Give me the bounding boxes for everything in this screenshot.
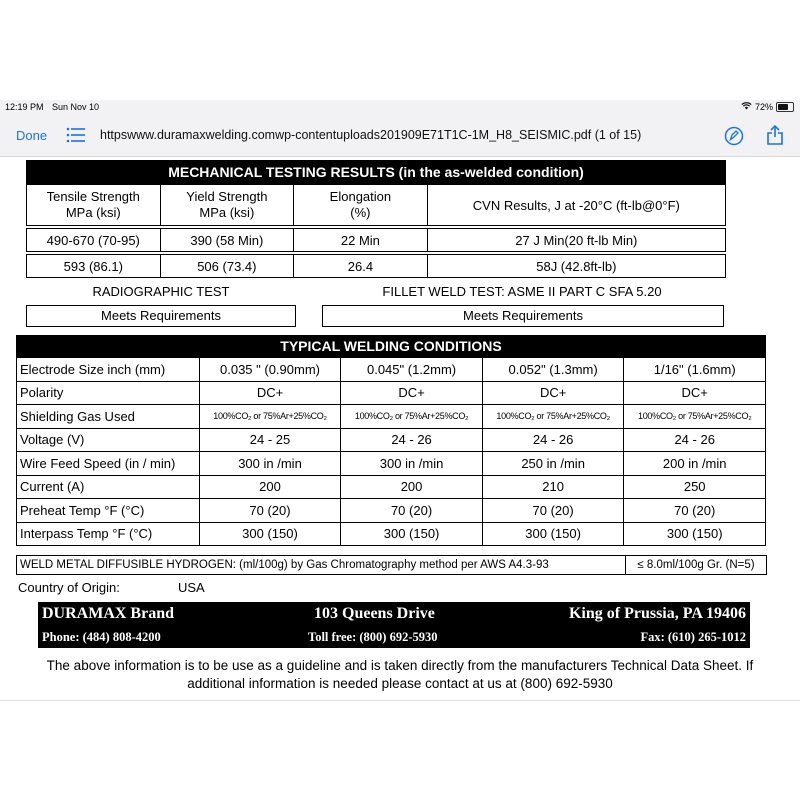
table-row — [17, 358, 766, 382]
table-row — [17, 381, 766, 405]
fax-number: Fax: (610) 265-1012 — [640, 630, 746, 644]
table-cell: 200 — [199, 475, 341, 499]
table-cell: 24 - 26 — [482, 428, 624, 452]
welding-table — [16, 357, 766, 546]
battery-percent: 72% — [754, 102, 773, 112]
table-row — [17, 452, 766, 476]
phone-number: Phone: (484) 808-4200 — [42, 630, 161, 644]
table-cell: 0.045" (1.2mm) — [341, 358, 483, 382]
table-cell: 210 — [482, 475, 624, 499]
table-cell: 300 in /min — [199, 452, 341, 476]
table-cell: 300 in /min — [341, 452, 483, 476]
table-row — [17, 499, 766, 523]
header-tensile: Tensile Strength MPa (ksi) — [27, 185, 161, 226]
header-elongation: Elongation (%) — [294, 185, 428, 226]
table-cell: 300 (150) — [199, 522, 341, 546]
row-label: Polarity — [17, 381, 200, 405]
table-cell: DC+ — [199, 381, 341, 405]
table-row — [17, 405, 766, 429]
table-cell: 100%CO₂ or 75%Ar+25%CO₂ — [482, 405, 624, 429]
table-row — [17, 428, 766, 452]
cell-elongation-spec: 22 Min — [294, 229, 428, 252]
table-cell: 24 - 26 — [624, 428, 766, 452]
row-label: Voltage (V) — [17, 428, 200, 452]
done-button[interactable]: Done — [16, 128, 48, 143]
table-cell: 200 — [341, 475, 483, 499]
table-cell: 70 (20) — [199, 499, 341, 523]
tollfree-number: Toll free: (800) 692-5930 — [308, 630, 438, 644]
battery-icon — [776, 102, 794, 112]
pdf-toolbar — [0, 116, 800, 157]
table-cell: 70 (20) — [341, 499, 483, 523]
header-cvn: CVN Results, J at -20°C (ft-lb@0°F) — [427, 185, 725, 226]
table-cell: 300 (150) — [482, 522, 624, 546]
row-label: Current (A) — [17, 475, 200, 499]
origin-value: USA — [178, 580, 205, 595]
status-date: Sun Nov 10 — [52, 102, 100, 112]
table-cell: 70 (20) — [624, 499, 766, 523]
table-cell: DC+ — [624, 381, 766, 405]
top-margin — [0, 0, 800, 100]
markup-icon[interactable] — [724, 126, 744, 151]
row-label: Interpass Temp °F (°C) — [17, 522, 200, 546]
fillet-label: FILLET WELD TEST: ASME II PART C SFA 5.20 — [382, 284, 662, 299]
table-cell: 1/16" (1.6mm) — [624, 358, 766, 382]
table-cell: 250 in /min — [482, 452, 624, 476]
welding-title: TYPICAL WELDING CONDITIONS — [16, 335, 766, 357]
share-icon[interactable] — [766, 124, 784, 151]
table-row — [17, 522, 766, 546]
hydrogen-row — [16, 555, 766, 575]
table-row — [17, 475, 766, 499]
country-of-origin — [18, 580, 205, 595]
table-cell: 100%CO₂ or 75%Ar+25%CO₂ — [199, 405, 341, 429]
page-divider — [0, 700, 800, 701]
cell-yield-actual: 506 (73.4) — [160, 255, 294, 278]
document-title: httpswww.duramaxwelding.comwp-contentuploads201909E71T1C-1M_H8_SEISMIC.pdf (1 of 15) — [100, 128, 642, 142]
city-address: King of Prussia, PA 19406 — [568, 605, 746, 622]
table-cell: 300 (150) — [341, 522, 483, 546]
table-cell: 250 — [624, 475, 766, 499]
row-label: Electrode Size inch (mm) — [17, 358, 200, 382]
table-cell: 24 - 25 — [199, 428, 341, 452]
radiographic-value: Meets Requirements — [26, 305, 296, 327]
table-cell: 0.052" (1.3mm) — [482, 358, 624, 382]
hydrogen-label: WELD METAL DIFFUSIBLE HYDROGEN: (ml/100g) by Gas Chromatography method per AWS A4.3-93 — [16, 555, 626, 575]
table-cell: 70 (20) — [482, 499, 624, 523]
status-right — [741, 102, 794, 112]
wifi-icon — [741, 102, 752, 112]
radiographic-label: RADIOGRAPHIC TEST — [92, 284, 230, 299]
table-cell: DC+ — [341, 381, 483, 405]
hydrogen-value: ≤ 8.0ml/100g Gr. (N=5) — [625, 555, 767, 575]
mechanical-table — [26, 184, 726, 278]
row-label: Wire Feed Speed (in / min) — [17, 452, 200, 476]
origin-label: Country of Origin: — [18, 580, 120, 595]
status-bar — [0, 100, 800, 116]
cell-tensile-spec: 490-670 (70-95) — [27, 229, 161, 252]
row-label: Shielding Gas Used — [17, 405, 200, 429]
cell-tensile-actual: 593 (86.1) — [27, 255, 161, 278]
brand-name: DURAMAX Brand — [42, 605, 174, 622]
table-cell: 0.035 " (0.90mm) — [199, 358, 341, 382]
header-yield: Yield Strength MPa (ksi) — [160, 185, 294, 226]
cell-yield-spec: 390 (58 Min) — [160, 229, 294, 252]
list-icon[interactable] — [66, 126, 86, 149]
table-cell: 24 - 26 — [341, 428, 483, 452]
fillet-value: Meets Requirements — [322, 305, 724, 327]
mechanical-title: MECHANICAL TESTING RESULTS (in the as-welded condition) — [26, 160, 726, 184]
status-time: 12:19 PM — [5, 102, 44, 112]
row-label: Preheat Temp °F (°C) — [17, 499, 200, 523]
table-cell: 300 (150) — [624, 522, 766, 546]
table-cell: 100%CO₂ or 75%Ar+25%CO₂ — [341, 405, 483, 429]
footer-contact-bar — [38, 602, 750, 648]
cell-elongation-actual: 26.4 — [294, 255, 428, 278]
cell-cvn-actual: 58J (42.8ft-lb) — [427, 255, 725, 278]
cell-cvn-spec: 27 J Min(20 ft-lb Min) — [427, 229, 725, 252]
table-cell: DC+ — [482, 381, 624, 405]
disclaimer-text: The above information is to be use as a guideline and is taken directly from the manufacturers Technical Data Sheet. If additional information is needed please contact at us at (800) 692-5930 — [46, 658, 754, 691]
table-cell: 200 in /min — [624, 452, 766, 476]
table-cell: 100%CO₂ or 75%Ar+25%CO₂ — [624, 405, 766, 429]
street-address: 103 Queens Drive — [314, 605, 435, 622]
